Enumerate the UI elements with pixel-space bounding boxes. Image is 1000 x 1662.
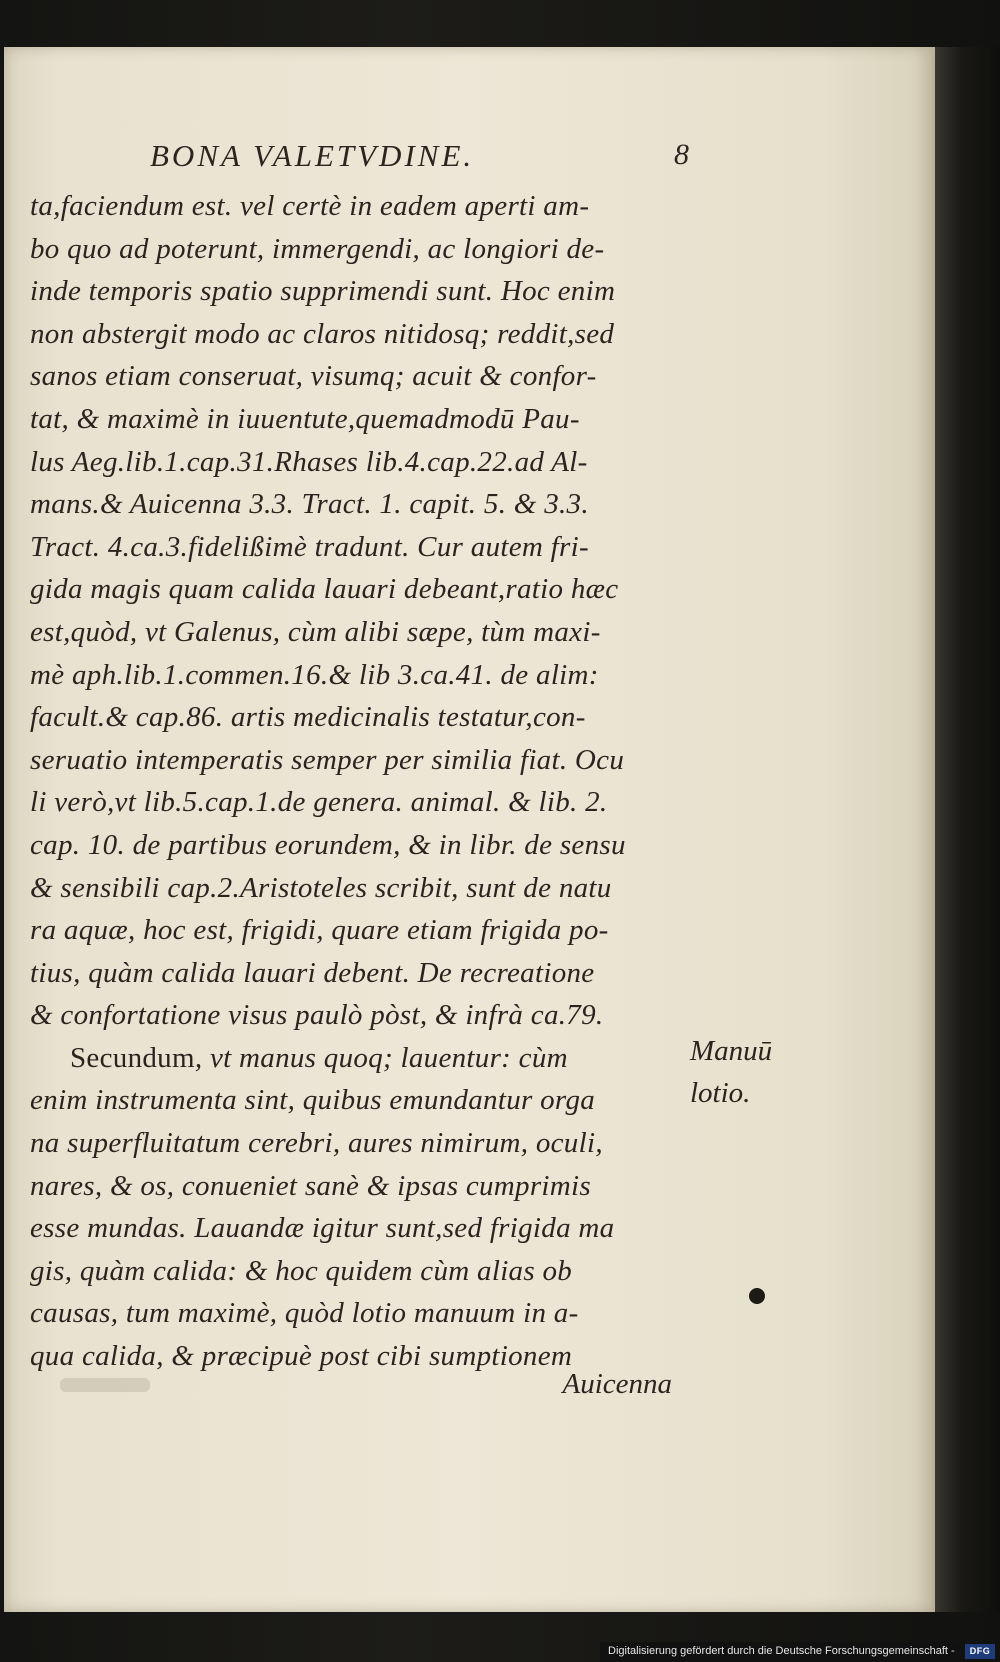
text-line: qua calida, & præcipuè post cibi sumptionem: [30, 1340, 573, 1373]
text-line: tat, & maximè in iuuentute,quemadmodū Pau-: [30, 402, 580, 435]
page-number: 8: [674, 138, 689, 171]
text-line: enim instrumenta sint, quibus emundantur orga: [30, 1084, 596, 1117]
text-line: li verò,vt lib.5.cap.1.de genera. animal. & lib. 2.: [30, 786, 608, 819]
dfg-logo: DFG: [965, 1644, 995, 1659]
text-line: mans.& Auicenna 3.3. Tract. 1. capit. 5. & 3.3.: [30, 488, 589, 521]
digitization-credit: Digitalisierung gefördert durch die Deutsche Forschungsgemeinschaft -: [608, 1645, 955, 1657]
text-line: ra aquæ, hoc est, frigidi, quare etiam frigida po-: [30, 914, 609, 947]
marginal-note-line: Manuū: [690, 1035, 773, 1067]
paragraph-start-line: Secundum, vt manus quoq; lauentur: cùm: [70, 1041, 568, 1074]
paragraph-initial-word: Secundum: [70, 1041, 195, 1074]
text-line: gida magis quam calida lauari debeant,ratio hæc: [30, 573, 619, 606]
text-line: & confortatione visus paulò pòst, & infrà ca.79.: [30, 999, 604, 1032]
text-line: sanos etiam conseruat, visumq; acuit & confor-: [30, 360, 597, 393]
marginal-note: [690, 1030, 772, 1114]
text-line: inde temporis spatio supprimendi sunt. Hoc enim: [30, 275, 616, 308]
text-line: ta,faciendum est. vel certè in eadem aperti am-: [30, 190, 590, 222]
running-head: BONA VALETVDINE.: [150, 138, 475, 173]
text-line: facult.& cap.86. artis medicinalis testatur,con-: [30, 701, 586, 734]
text-line: Tract. 4.ca.3.fidelißimè tradunt. Cur autem fri-: [30, 530, 589, 563]
text-line: nares, & os, conueniet sanè & ipsas cumprimis: [30, 1169, 591, 1202]
text-line: seruatio intemperatis semper per similia fiat. Ocu: [30, 743, 625, 776]
catchword: Auicenna: [562, 1368, 672, 1400]
body-text: [30, 185, 710, 1378]
ink-spot: [749, 1288, 765, 1304]
text-line: & sensibili cap.2.Aristoteles scribit, sunt de natu: [30, 871, 612, 904]
marginal-note-line: lotio.: [690, 1077, 751, 1109]
text-line: bo quo ad poterunt, immergendi, ac longiori de-: [30, 232, 605, 265]
text-line: gis, quàm calida: & hoc quidem cùm alias ob: [30, 1254, 573, 1287]
text-line: mè aph.lib.1.commen.16.& lib 3.ca.41. de alim:: [30, 658, 599, 691]
text-line: lus Aeg.lib.1.cap.31.Rhases lib.4.cap.22.ad Al-: [30, 445, 588, 478]
text-line: esse mundas. Lauandæ igitur sunt,sed frigida ma: [30, 1212, 615, 1245]
text-line: causas, tum maximè, quòd lotio manuum in a-: [30, 1297, 579, 1330]
text-line: cap. 10. de partibus eorundem, & in libr. de sensu: [30, 828, 626, 861]
text-line: est,quòd, vt Galenus, cùm alibi sæpe, tùm maxi-: [30, 615, 601, 648]
text-line: non abstergit modo ac claros nitidosq; reddit,sed: [30, 317, 615, 350]
text-line: tius, quàm calida lauari debent. De recreatione: [30, 956, 595, 989]
text-line: na superfluitatum cerebri, aures nimirum, oculi,: [30, 1127, 603, 1160]
page-edge-shadow: [935, 47, 1000, 1612]
faded-stain: [60, 1378, 150, 1392]
